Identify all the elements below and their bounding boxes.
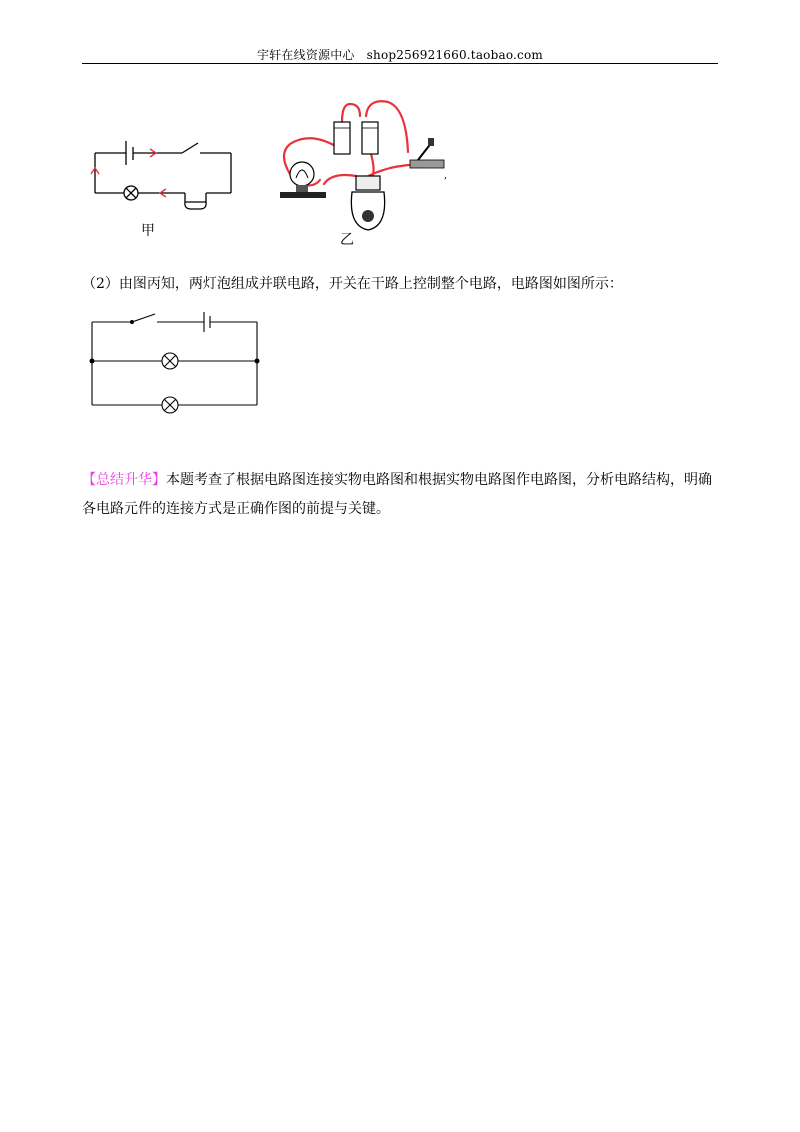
- header-divider: [82, 63, 718, 64]
- answer-paragraph-2: （2）由图丙知，两灯泡组成并联电路，开关在干路上控制整个电路，电路图如图所示：: [82, 276, 623, 292]
- figure-label-yi: 乙: [340, 232, 354, 248]
- summary-paragraph: [82, 466, 722, 524]
- knife-switch-icon: [410, 138, 447, 181]
- figure-label-jia: 甲: [141, 223, 155, 239]
- physical-circuit-yi: [272, 92, 452, 252]
- parallel-circuit-diagram: [82, 306, 267, 414]
- header-url: shop256921660.taobao.com: [366, 48, 543, 62]
- page-header: [0, 46, 800, 63]
- circuit-diagram-jia: [82, 130, 242, 240]
- header-title: 宇轩在线资源中心: [257, 48, 355, 62]
- electric-bell-icon: [351, 176, 384, 230]
- summary-tag: 【总结升华】: [82, 472, 166, 488]
- svg-text:,: ,: [444, 170, 448, 181]
- summary-text: 本题考查了根据电路图连接实物电路图和根据实物电路图作电路图，分析电路结构，明确各电路元件的连接方式是正确作图的前提与关键。: [82, 472, 712, 517]
